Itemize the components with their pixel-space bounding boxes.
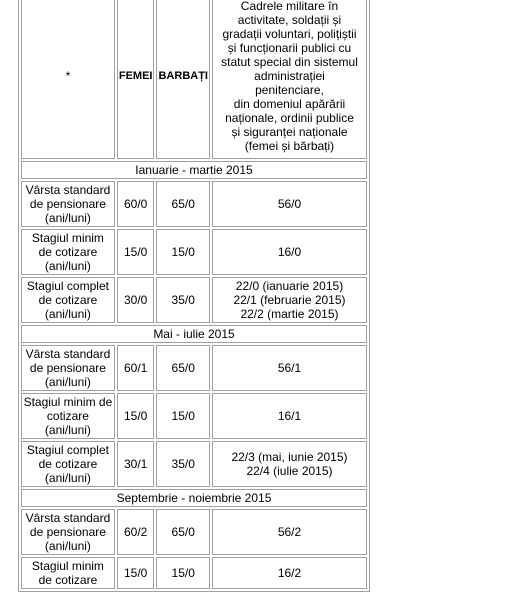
special-value: [212, 181, 367, 227]
special-value: [212, 509, 367, 555]
row-label: [21, 393, 115, 439]
header-row: [21, 0, 367, 159]
row-label-line: de cotizare: [38, 293, 98, 307]
header-special-line: gradații voluntari, polițiștii: [222, 27, 357, 41]
header-special-line: și funcționarii publici cu: [227, 41, 352, 55]
femei-value: 15/0: [117, 229, 155, 275]
header-special-line: administrației: [254, 69, 325, 83]
table-body: [21, 0, 367, 589]
barbati-value: 65/0: [156, 181, 210, 227]
header-special-line: Cadrele militare în: [240, 0, 339, 13]
row-label-line: (ani/luni): [44, 375, 91, 389]
header-special-line: și siguranței naționale: [231, 125, 348, 139]
femei-value: 60/1: [117, 345, 155, 391]
table-row: [21, 441, 367, 487]
row-label: [21, 509, 115, 555]
special-value-line: 16/2: [277, 566, 302, 580]
header-special-line: statut special din sistemul: [221, 55, 358, 69]
row-label: [21, 181, 115, 227]
period-row: [21, 489, 367, 507]
femei-value: 15/0: [117, 557, 155, 589]
femei-value: 15/0: [117, 393, 155, 439]
period-title: Ianuarie - martie 2015: [21, 161, 367, 179]
row-label-line: de cotizare: [38, 573, 98, 587]
row-label-line: (ani/luni): [44, 539, 91, 553]
header-special-line: naționale, ordinii publice: [225, 111, 354, 125]
special-value-line: 56/0: [277, 197, 302, 211]
barbati-value: 65/0: [156, 509, 210, 555]
femei-value: 60/0: [117, 181, 155, 227]
period-row: [21, 325, 367, 343]
header-star: *: [21, 0, 115, 159]
row-label: [21, 229, 115, 275]
femei-value: 60/2: [117, 509, 155, 555]
row-label: [21, 345, 115, 391]
row-label-line: Vârsta standard: [25, 347, 111, 361]
table-row: [21, 181, 367, 227]
femei-value: 30/1: [117, 441, 155, 487]
row-label-line: Vârsta standard: [25, 183, 111, 197]
table-row: [21, 557, 367, 589]
special-value-line: 22/0 (ianuarie 2015): [235, 279, 344, 293]
special-value-line: 56/2: [277, 525, 302, 539]
row-label-line: Stagiul complet: [26, 443, 109, 457]
row-label: [21, 277, 115, 323]
header-special-line: penitenciare,: [255, 83, 324, 97]
barbati-value: 15/0: [156, 557, 210, 589]
barbati-value: 65/0: [156, 345, 210, 391]
barbati-value: 15/0: [156, 393, 210, 439]
row-label-line: de pensionare: [29, 197, 106, 211]
period-title: Septembrie - noiembrie 2015: [21, 489, 367, 507]
femei-value: 30/0: [117, 277, 155, 323]
row-label-line: Stagiul minim: [31, 231, 104, 245]
retirement-table: [18, 0, 370, 592]
special-value: [212, 441, 367, 487]
period-title: Mai - iulie 2015: [21, 325, 367, 343]
table-row: [21, 229, 367, 275]
special-value-line: 22/1 (februarie 2015): [233, 293, 346, 307]
row-label-line: (ani/luni): [44, 211, 91, 225]
row-label-line: (ani/luni): [44, 471, 91, 485]
table-row: [21, 345, 367, 391]
special-value: [212, 277, 367, 323]
header-special-line: (femei și bărbați): [244, 139, 335, 153]
table-row: [21, 393, 367, 439]
row-label-line: cotizare (ani/luni): [44, 409, 91, 437]
row-label-line: Vârsta standard: [25, 511, 111, 525]
row-label-line: Stagiul minim: [31, 559, 104, 573]
row-label-line: de pensionare: [29, 361, 106, 375]
barbati-value: 35/0: [156, 441, 210, 487]
header-barbati: BARBAȚI: [156, 0, 210, 159]
barbati-value: 35/0: [156, 277, 210, 323]
header-special: [212, 0, 367, 159]
header-femei: FEMEI: [117, 0, 155, 159]
special-value: [212, 393, 367, 439]
row-label-line: (ani/luni): [44, 259, 91, 273]
header-special-line: activitate, soldații și: [237, 13, 342, 27]
special-value-line: 16/0: [277, 245, 302, 259]
row-label: [21, 441, 115, 487]
row-label-line: de cotizare: [38, 245, 98, 259]
special-value: [212, 229, 367, 275]
row-label-line: Stagiul complet: [26, 279, 109, 293]
barbati-value: 15/0: [156, 229, 210, 275]
special-value: [212, 557, 367, 589]
special-value-line: 16/1: [277, 409, 302, 423]
row-label-line: de cotizare: [38, 457, 98, 471]
table-row: [21, 509, 367, 555]
row-label-line: Stagiul minim de: [23, 395, 113, 409]
period-row: [21, 161, 367, 179]
row-label-line: de pensionare: [29, 525, 106, 539]
special-value-line: 22/2 (martie 2015): [240, 307, 339, 321]
table-row: [21, 277, 367, 323]
special-value-line: 56/1: [277, 361, 302, 375]
row-label: [21, 557, 115, 589]
special-value: [212, 345, 367, 391]
special-value-line: 22/4 (iulie 2015): [246, 464, 333, 478]
row-label-line: (ani/luni): [44, 307, 91, 321]
special-value-line: 22/3 (mai, iunie 2015): [231, 450, 348, 464]
header-special-line: din domeniul apărării: [233, 97, 346, 111]
